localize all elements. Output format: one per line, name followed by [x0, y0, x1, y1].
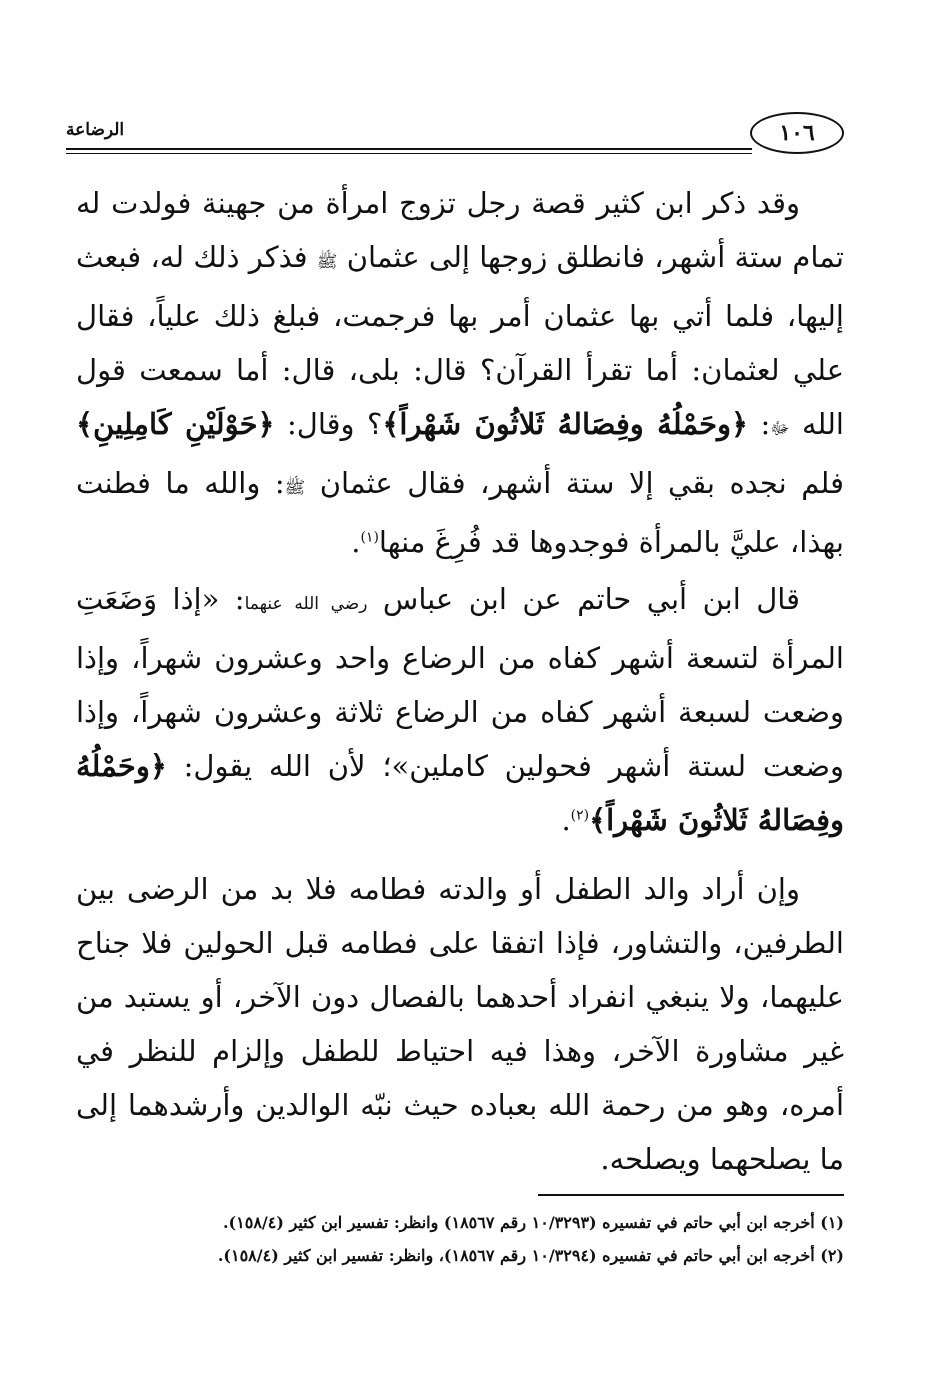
paragraph-text: وإن أراد والد الطفل أو والدته فطامه فلا بد من الرضى بين الطرفين، والتشاور، فإذا اتفقا على فطامه قبل الحولين فلا جناح عليهما، ولا ينبغي انفراد أحدهما بالفصال دون الآخر، أو يستبد من غير مشاورة الآخر، وهذا فيه احتياط للطفل وإلزام للنظر في أمره، وهو من رحمة الله بعباده حيث نبّه الوالدين وأرشدهما إلى ما يصلحهما ويصلحه. — [76, 872, 844, 1176]
honorific-glyph: ﷻ — [770, 419, 790, 439]
honorific-glyph: رضي الله عنهما — [244, 594, 368, 614]
text-run: فذكر ذلك له، فبعث إليها، فلما أتي بها عثمان أمر بها فرجمت، فبلغ ذلك علياً، فقال علي لعثمان: أما تقرأ القرآن؟ قال: بلى، قال: أما سمعت قول الله — [76, 240, 844, 441]
text-run: وقد ذكر ابن كثير قصة رجل تزوج امرأة من جهينة فولدت له تمام ستة أشهر، فانطلق زوجها إلى عثمان — [76, 186, 845, 274]
quran-quote: ﴿وحَمْلُهُ وفِصَالهُ ثَلاثُونَ شَهْراً﴾ — [382, 407, 749, 441]
page-number-oval — [750, 112, 844, 154]
page-number: ١٠٦ — [779, 120, 815, 146]
text-run: : — [748, 407, 771, 441]
honorific-glyph: ﷺ — [284, 478, 306, 498]
footnote-rule — [538, 1194, 844, 1196]
text-run: : والله ما فطنت بهذا، عليَّ بالمرأة فوجدوها قد فُرِغَ منها — [76, 466, 844, 559]
honorific-glyph: ﷺ — [316, 252, 338, 272]
paragraph-3 — [76, 862, 844, 1186]
footnote-1: (١) أخرجه ابن أبي حاتم في تفسيره (١٠/٣٢٩٣ رقم ١٨٥٦٧) وانظر: تفسير ابن كثير (١٥٨/٤). — [222, 1213, 844, 1232]
page-header — [66, 112, 844, 160]
text-run: . — [351, 525, 361, 559]
text-run: : «إذا وَضَعَتِ المرأة لتسعة أشهر كفاه من الرضاع واحد وعشرون شهراً، وإذا وضعت لسبعة أشهر كفاه من الرضاع ثلاثة وعشرون شهراً، وإذا وضعت لستة أشهر فحولين كاملين»؛ لأن الله يقول: — [76, 582, 844, 783]
quran-quote: ﴿وحَمْلُهُ وفِصَالهُ ثَلاثُونَ شَهْراً﴾ — [76, 749, 844, 837]
running-title: الرضاعة — [66, 120, 125, 140]
header-rule-thin — [66, 153, 752, 154]
quran-quote: ﴿حَوْلَيْنِ كَامِلِينِ﴾ — [76, 407, 275, 441]
text-run: . — [561, 803, 571, 837]
footnote-ref: (٢) — [570, 807, 590, 824]
text-run: قال ابن أبي حاتم عن ابن عباس — [367, 582, 801, 616]
paragraph-2 — [76, 572, 844, 847]
footnote-ref: (١) — [360, 529, 379, 546]
text-run: ؟ وقال: — [274, 407, 383, 441]
footnote-2: (٢) أخرجه ابن أبي حاتم في تفسيره (١٠/٣٢٩٤ رقم ١٨٥٦٧)، وانظر: تفسير ابن كثير (١٥٨/٤). — [217, 1246, 844, 1265]
footnotes — [60, 1206, 844, 1272]
text-run: فلم نجده بقي إلا ستة أشهر، فقال عثمان — [305, 466, 844, 500]
paragraph-1 — [76, 176, 844, 569]
header-rule — [66, 148, 752, 150]
